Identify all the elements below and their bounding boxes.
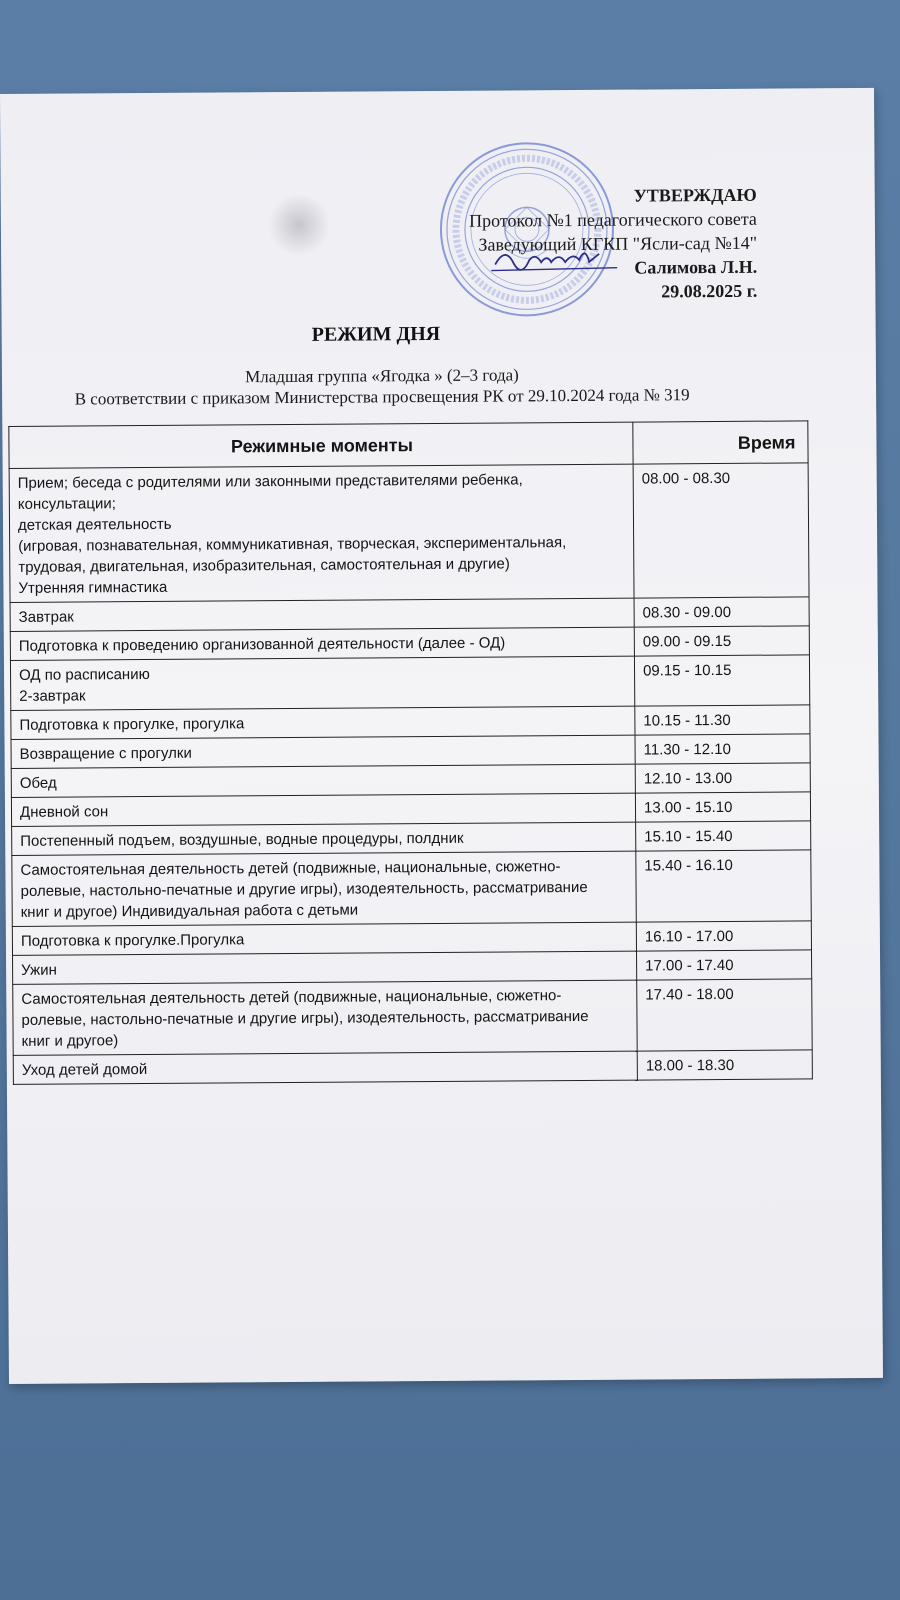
activity-cell	[9, 464, 634, 602]
time-cell: 08.00 - 08.30	[633, 463, 809, 598]
activity-cell	[12, 922, 636, 955]
activity-line: книг и другое)	[21, 1032, 119, 1050]
activity-line: Самостоятельная деятельность детей (подвижные, национальные, сюжетно-	[20, 858, 561, 879]
activity-line: Подготовка к проведению организованной деятельности (далее - ОД)	[18, 634, 506, 655]
activity-line: Дневной сон	[19, 803, 109, 821]
activity-cell	[13, 951, 637, 984]
time-cell: 12.10 - 13.00	[635, 763, 810, 793]
activity-line: ролевые, настольно-печатные и другие игры), изодеятельность, рассматривание	[20, 878, 588, 900]
order-reference: В соответствии с приказом Министерства просвещения РК от 29.10.2024 года № 319	[74, 385, 690, 409]
smudge	[269, 192, 329, 258]
activity-cell	[12, 822, 636, 855]
activity-line: Постепенный подъем, воздушные, водные процедуры, полдник	[20, 829, 464, 850]
table-row	[13, 979, 812, 1056]
activity-line: Возвращение с прогулки	[19, 744, 192, 763]
time-cell: 17.40 - 18.00	[637, 979, 812, 1051]
activity-line: Прием; беседа с родителями или законными представителями ребенка,	[17, 471, 523, 492]
activity-cell	[11, 706, 635, 739]
group-subtitle: Младшая группа «Ягодка » (2–3 года)	[245, 365, 519, 387]
activity-cell	[11, 793, 635, 826]
activity-line: Уход детей домой	[21, 1060, 148, 1079]
time-cell: 17.00 - 17.40	[636, 950, 811, 980]
time-cell: 16.10 - 17.00	[636, 921, 811, 951]
document-page	[0, 88, 883, 1384]
activity-cell	[10, 598, 634, 631]
activity-line: ОД по расписанию	[18, 665, 150, 684]
approval-heading: УТВЕРЖДАЮ	[633, 184, 757, 206]
header-activities: Режимные моменты	[9, 422, 633, 468]
document-title: РЕЖИМ ДНЯ	[311, 322, 441, 346]
schedule-body	[9, 463, 812, 1085]
activity-line: Завтрак	[18, 608, 74, 626]
time-cell: 08.30 - 09.00	[634, 597, 809, 627]
activity-line: 2-завтрак	[19, 687, 86, 705]
schedule-table	[8, 420, 813, 1085]
approval-protocol: Протокол №1 педагогического совета	[468, 208, 757, 231]
activity-line: Обед	[19, 774, 57, 792]
time-cell: 09.00 - 09.15	[634, 626, 809, 656]
activity-line: консультации;	[17, 495, 116, 513]
approval-name: Салимова Л.Н.	[634, 256, 758, 278]
time-cell: 15.40 - 16.10	[636, 850, 811, 922]
approval-block	[469, 183, 758, 305]
activity-line: Утренняя гимнастика	[18, 578, 168, 597]
activity-line: Ужин	[21, 961, 57, 979]
activity-cell	[10, 656, 634, 710]
header-time: Время	[633, 421, 808, 464]
activity-cell	[13, 1051, 637, 1084]
activity-line: Подготовка к прогулке, прогулка	[19, 715, 245, 734]
activity-line: Подготовка к прогулке.Прогулка	[20, 931, 245, 950]
activity-cell	[13, 980, 637, 1055]
activity-line: книг и другое) Индивидуальная работа с детьми	[20, 901, 359, 921]
activity-line: ролевые, настольно-печатные и другие игры), изодеятельность, рассматривание	[21, 1007, 589, 1029]
activity-cell	[10, 627, 634, 660]
activity-line: Самостоятельная деятельность детей (подвижные, национальные, сюжетно-	[21, 987, 562, 1008]
time-cell: 11.30 - 12.10	[635, 734, 810, 764]
activity-cell	[11, 735, 635, 768]
table-row	[12, 850, 811, 927]
activity-cell	[11, 764, 635, 797]
table-row	[13, 1050, 812, 1085]
table-row	[9, 463, 809, 603]
table-header-row	[9, 421, 808, 469]
time-cell: 09.15 - 10.15	[634, 655, 809, 706]
time-cell: 18.00 - 18.30	[637, 1050, 812, 1080]
time-cell: 15.10 - 15.40	[636, 821, 811, 851]
activity-line: трудовая, двигательная, изобразительная, самостоятельная и другие)	[18, 555, 510, 576]
approval-head: Заведующий КГКП "Ясли-сад №14"	[478, 232, 758, 255]
time-cell: 10.15 - 11.30	[635, 705, 810, 735]
activity-line: детская деятельность	[17, 515, 172, 534]
activity-line: (игровая, познавательная, коммуникативная, творческая, экспериментальная,	[18, 534, 567, 555]
table-row	[10, 655, 809, 711]
approval-date: 29.08.2025 г.	[661, 280, 758, 302]
activity-cell	[12, 851, 636, 926]
time-cell: 13.00 - 15.10	[635, 792, 810, 822]
